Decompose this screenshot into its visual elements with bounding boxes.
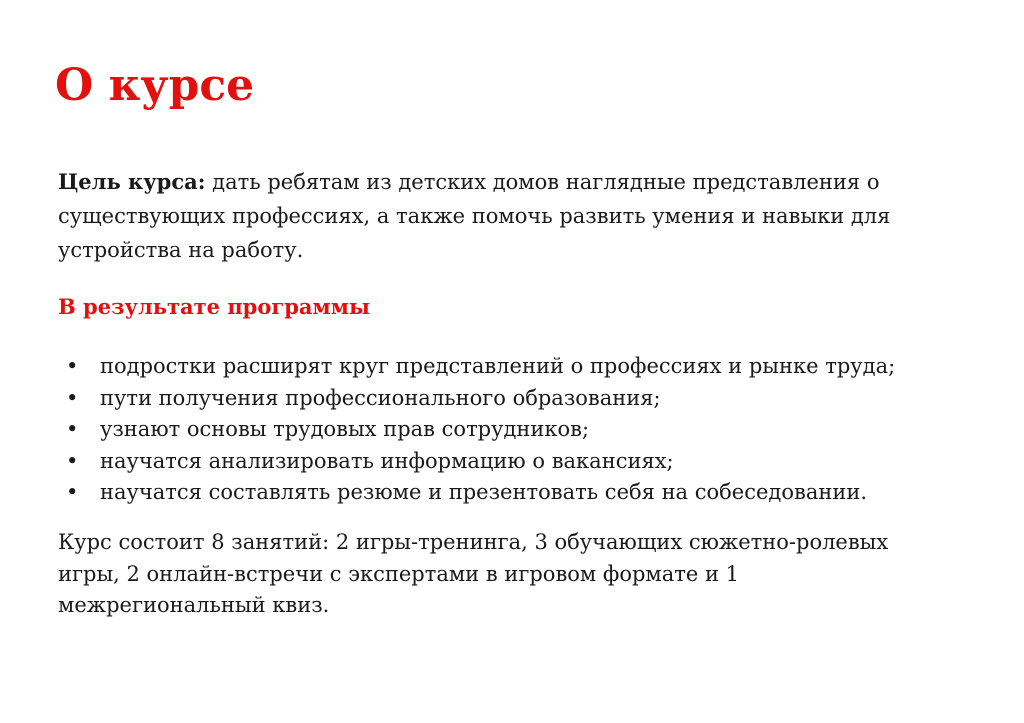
bullet-icon: •	[66, 448, 79, 473]
list-item-text: научатся составлять резюме и презентовать себя на собеседовании.	[100, 480, 868, 504]
results-heading: В результате программы	[58, 294, 371, 319]
bullet-icon: •	[66, 480, 79, 504]
course-goal-paragraph	[58, 165, 938, 267]
page-title: О курсе	[55, 60, 255, 111]
list-item	[58, 383, 895, 415]
bullet-icon: •	[66, 417, 79, 441]
list-item-text: научатся анализировать информацию о вакансиях;	[100, 448, 674, 473]
course-goal-label: Цель курса:	[58, 169, 206, 194]
list-item	[58, 351, 895, 383]
list-item	[58, 446, 895, 478]
list-item	[58, 477, 895, 509]
list-item	[58, 414, 895, 446]
list-item-text: подростки расширят круг представлений о профессиях и рынке труда;	[100, 354, 896, 378]
results-list	[58, 351, 895, 509]
list-item-text: узнают основы трудовых прав сотрудников;	[100, 417, 590, 441]
bullet-icon: •	[66, 354, 79, 378]
course-goal-text: дать ребятам из детских домов наглядные представления о существующих профессиях, а также помочь развить умения и навыки для устройства на работу.	[58, 170, 891, 262]
list-item-text: пути получения профессионального образования;	[100, 385, 661, 410]
bullet-icon: •	[66, 385, 79, 410]
course-summary: Курс состоит 8 занятий: 2 игры-тренинга, 3 обучающих сюжетно-ролевых игры, 2 онлайн-встречи с экспертами в игровом формате и 1 межрегиональный квиз.	[58, 530, 889, 617]
